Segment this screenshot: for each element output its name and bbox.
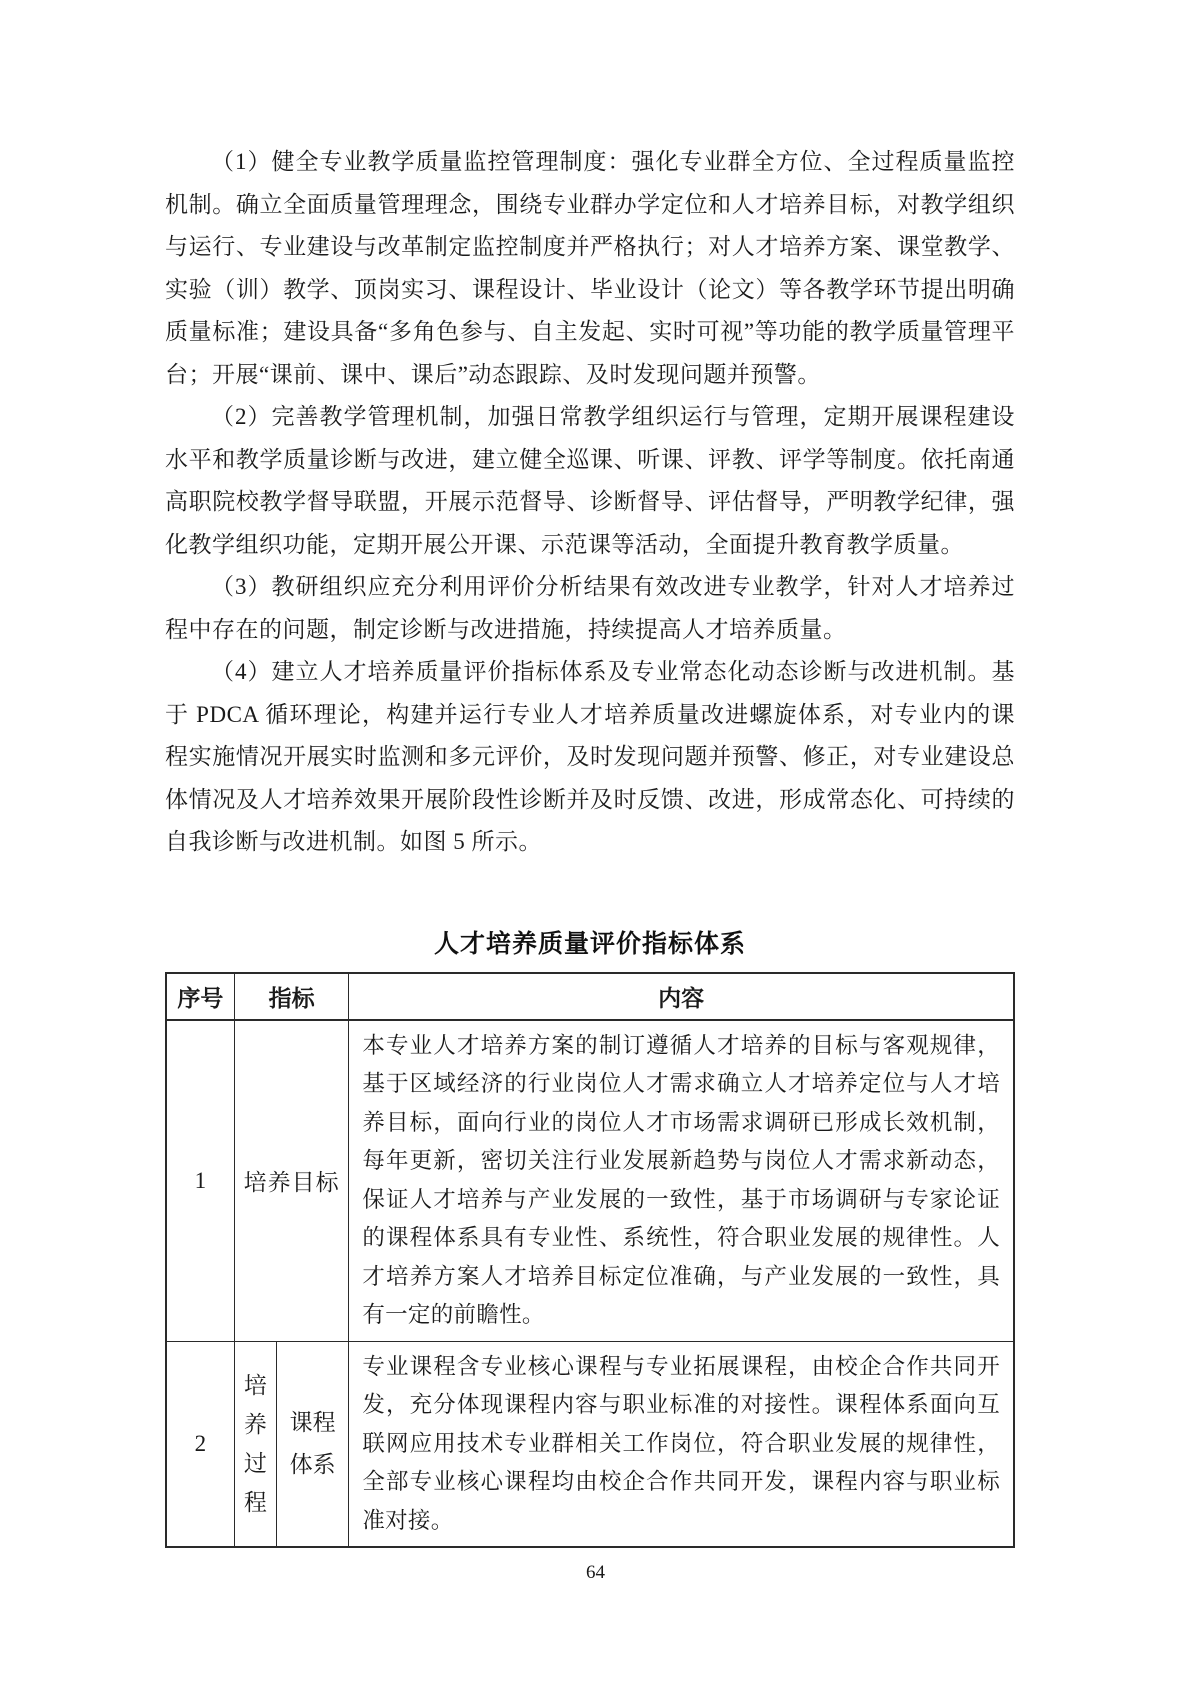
row2-content: 专业课程含专业核心课程与专业拓展课程，由校企合作共同开发，充分体现课程内容与职业标准的对接性。课程体系面向互联网应用技术专业群相关工作岗位，符合职业发展的规律性，全部专业核心课程均由校企合作共同开发，课程内容与职业标准对接。 bbox=[349, 1341, 1014, 1547]
body-paragraph-2: （2）完善教学管理机制，加强日常教学组织运行与管理，定期开展课程建设水平和教学质量诊断与改进，建立健全巡课、听课、评教、评学等制度。依托南通高职院校教学督导联盟，开展示范督导、诊断督导、评估督导，严明教学纪律，强化教学组织功能，定期开展公开课、示范课等活动，全面提升教育教学质量。 bbox=[165, 404, 1015, 557]
col-header-index: 序号 bbox=[166, 973, 234, 1020]
row1-content: 本专业人才培养方案的制订遵循人才培养的目标与客观规律，基于区域经济的行业岗位人才需求确立人才培养定位与人才培养目标，面向行业的岗位人才市场需求调研已形成长效机制，每年更新，密切关注行业发展新趋势与岗位人才需求新动态，保证人才培养与产业发展的一致性，基于市场调研与专家论证的课程体系具有专业性、系统性，符合职业发展的规律性。人才培养方案人才培养目标定位准确，与产业发展的一致性，具有一定的前瞻性。 bbox=[349, 1020, 1014, 1342]
body-paragraph-3: （3）教研组织应充分利用评价分析结果有效改进专业教学，针对人才培养过程中存在的问题，制定诊断与改进措施，持续提高人才培养质量。 bbox=[165, 574, 1015, 642]
col-header-indicator: 指标 bbox=[234, 973, 349, 1020]
row2-indicator-group: 培养过程 bbox=[234, 1341, 276, 1547]
body-paragraph-1: （1）健全专业教学质量监控管理制度：强化专业群全方位、全过程质量监控机制。确立全面质量管理理念，围绕专业群办学定位和人才培养目标，对教学组织与运行、专业建设与改革制定监控制度并严格执行；对人才培养方案、课堂教学、实验（训）教学、顶岗实习、课程设计、毕业设计（论文）等各教学环节提出明确质量标准；建设具备“多角色参与、自主发起、实时可视”等功能的教学质量管理平台；开展“课前、课中、课后”动态跟踪、及时发现问题并预警。 bbox=[165, 149, 1015, 387]
evaluation-indicator-table bbox=[165, 972, 1015, 1549]
row1-indicator: 培养目标 bbox=[234, 1020, 349, 1342]
row2-index: 2 bbox=[166, 1341, 234, 1547]
page-content bbox=[165, 141, 1015, 1548]
table-row bbox=[166, 1341, 1014, 1547]
page-number: 64 bbox=[586, 1562, 605, 1583]
table-row bbox=[166, 1020, 1014, 1342]
table-header-row bbox=[166, 973, 1014, 1020]
row2-indicator-sub: 课程体系 bbox=[277, 1341, 349, 1547]
table-title: 人才培养质量评价指标体系 bbox=[433, 929, 746, 958]
body-paragraph-4: （4）建立人才培养质量评价指标体系及专业常态化动态诊断与改进机制。基于 PDCA 循环理论，构建并运行专业人才培养质量改进螺旋体系，对专业内的课程实施情况开展实时监测和多元评价，及时发现问题并预警、修正，对专业建设总体情况及人才培养效果开展阶段性诊断并及时反馈、改进，形成常态化、可持续的自我诊断与改进机制。如图 5 所示。 bbox=[165, 659, 1015, 854]
row1-index: 1 bbox=[166, 1020, 234, 1342]
col-header-content: 内容 bbox=[349, 973, 1014, 1020]
